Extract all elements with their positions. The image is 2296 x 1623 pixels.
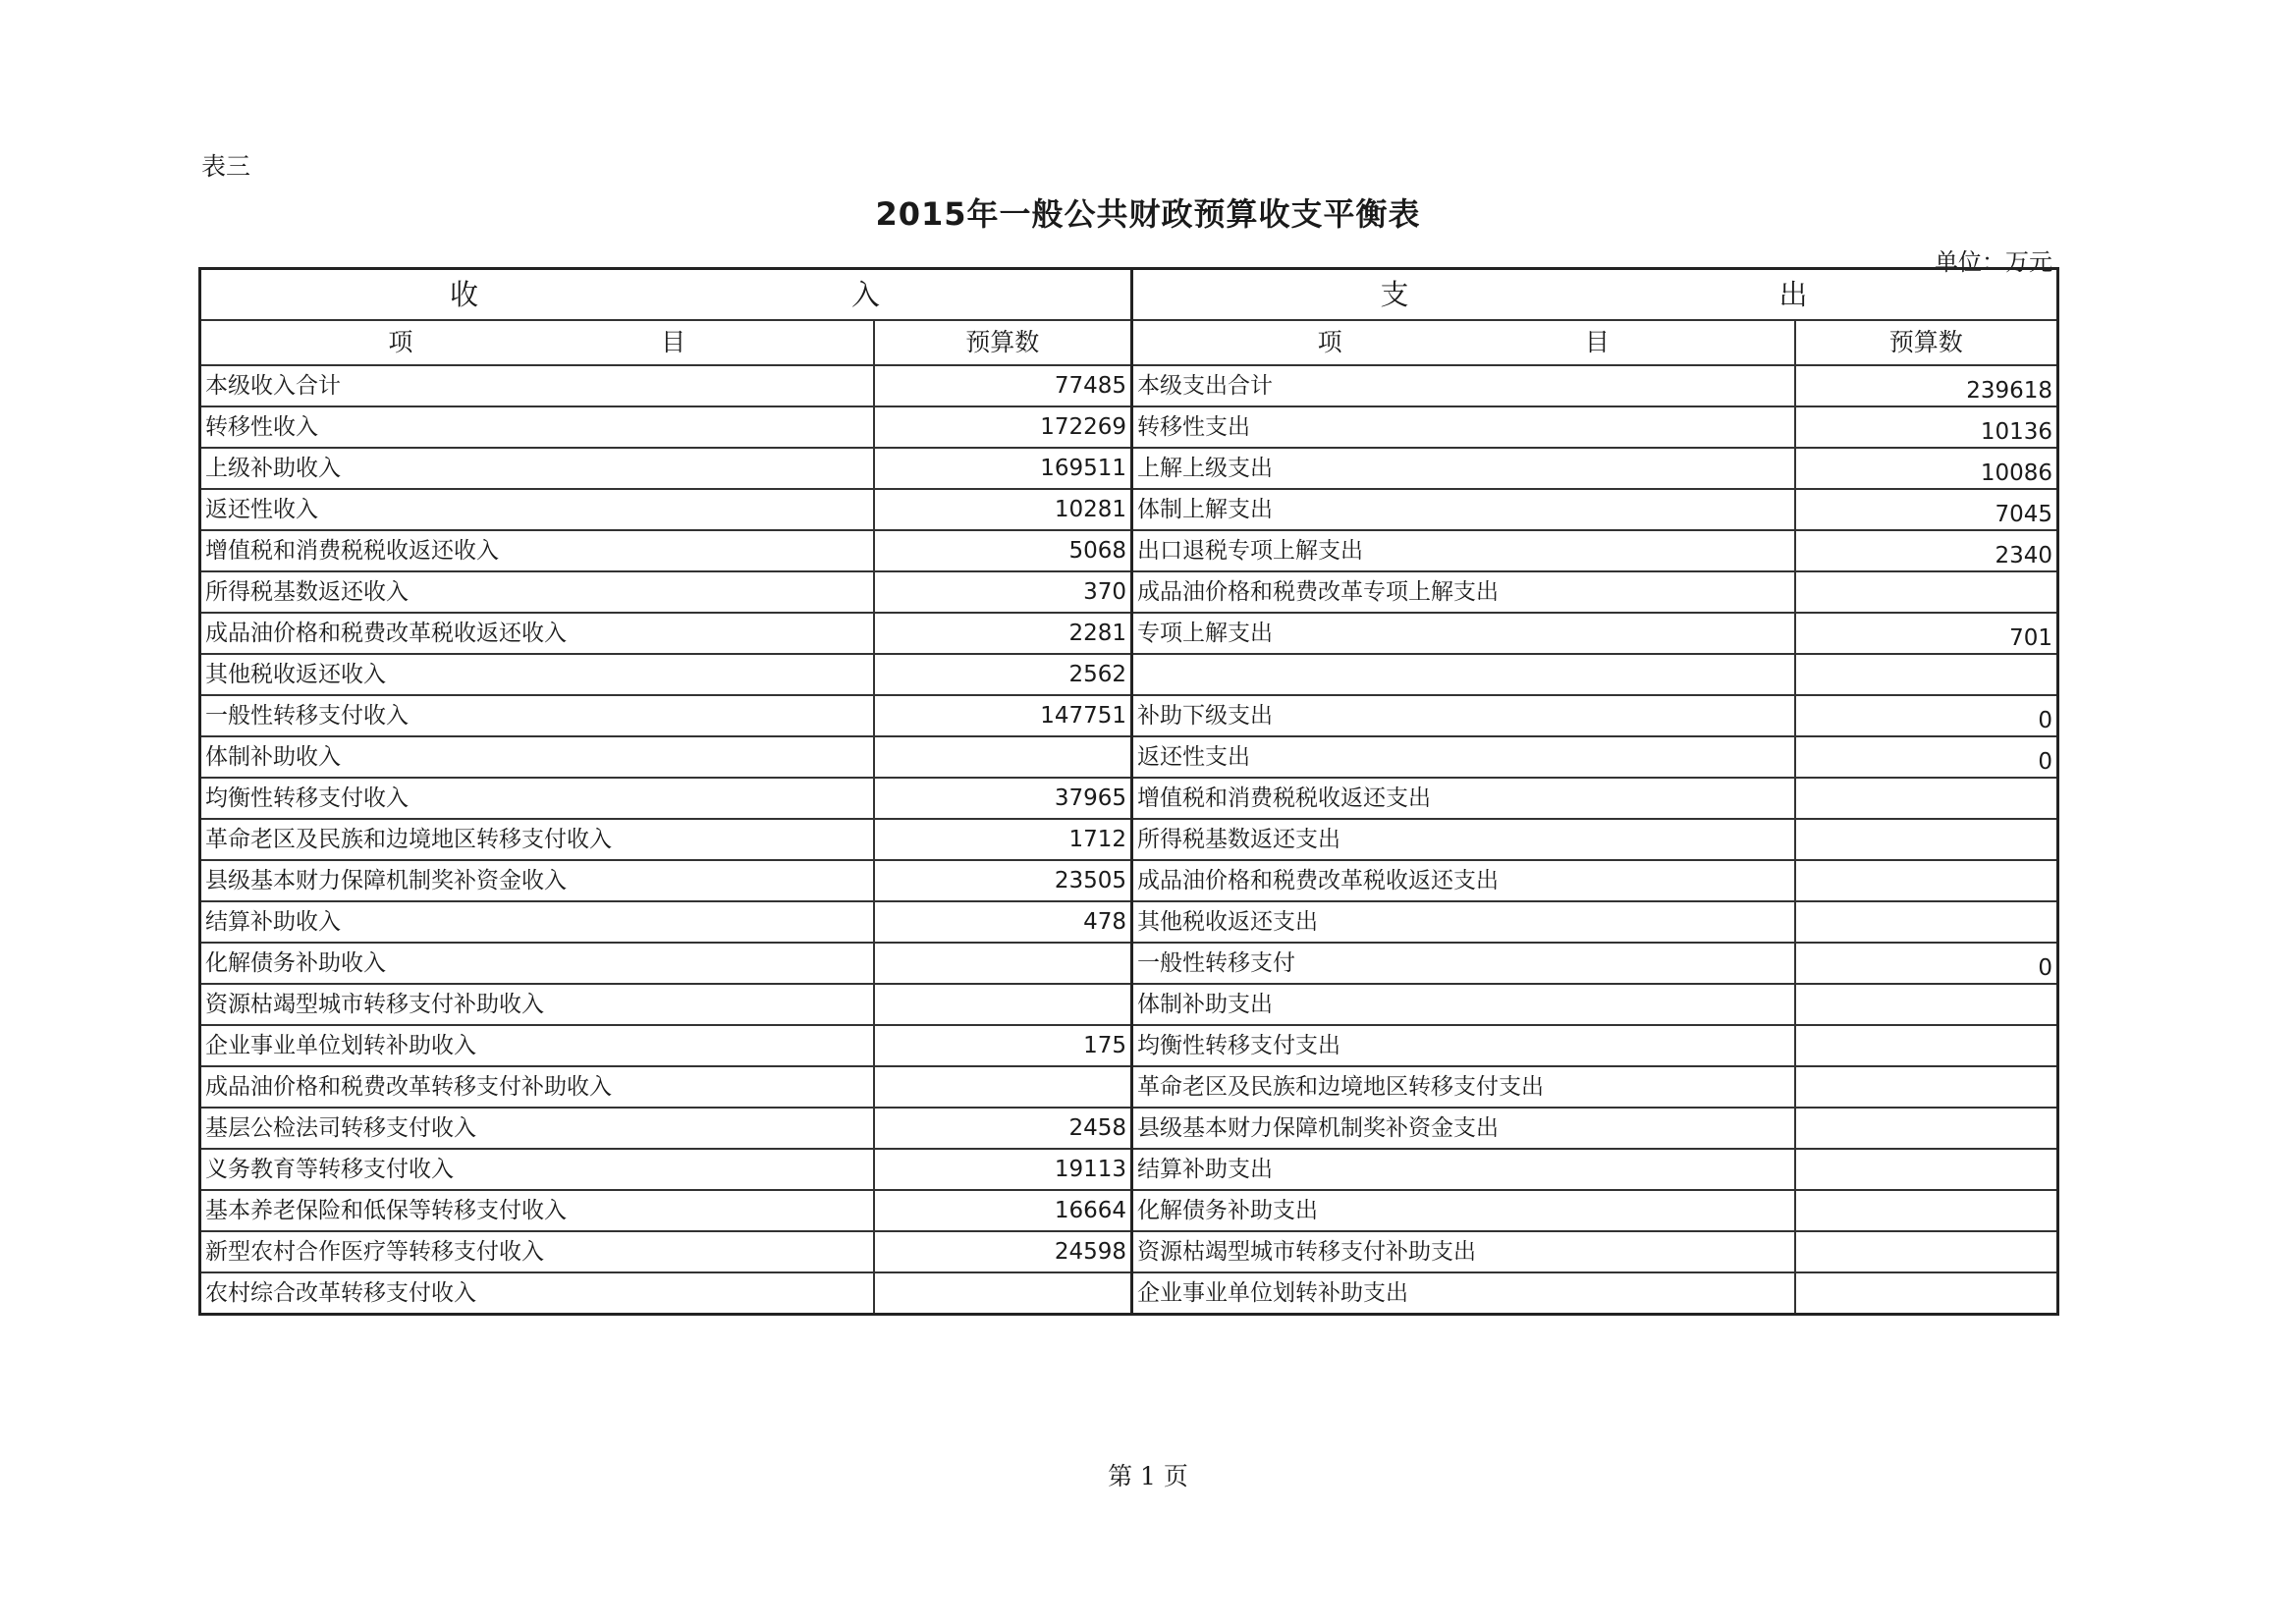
expense-budget-cell: [1795, 860, 2058, 901]
income-budget-cell: 478: [874, 901, 1132, 943]
income-item-cell: 成品油价格和税费改革税收返还收入: [200, 613, 874, 654]
expense-budget-cell: [1795, 1190, 2058, 1231]
income-budget-cell: 37965: [874, 778, 1132, 819]
expense-item-cell: [1132, 654, 1795, 695]
expense-item-cell: 均衡性转移支付支出: [1132, 1025, 1795, 1066]
section-header-row: [200, 269, 2058, 321]
expense-item-cell: 转移性支出: [1132, 406, 1795, 448]
income-budget-cell: [874, 943, 1132, 984]
expense-item-cell: 一般性转移支付: [1132, 943, 1795, 984]
table-row: [200, 984, 2058, 1025]
income-budget-cell: 16664: [874, 1190, 1132, 1231]
table-row: [200, 571, 2058, 613]
income-item-cell: 一般性转移支付收入: [200, 695, 874, 736]
expense-budget-cell: [1795, 1066, 2058, 1108]
expense-item-header-char-2: 目: [1584, 328, 1610, 356]
expense-budget-cell: 2340: [1795, 530, 2058, 571]
table-row: [200, 819, 2058, 860]
income-item-cell: 所得税基数返还收入: [200, 571, 874, 613]
expense-budget-cell: [1795, 654, 2058, 695]
expense-budget-cell: [1795, 1272, 2058, 1315]
expense-item-cell: 革命老区及民族和边境地区转移支付支出: [1132, 1066, 1795, 1108]
income-budget-cell: 147751: [874, 695, 1132, 736]
income-item-cell: 返还性收入: [200, 489, 874, 530]
income-budget-cell: 19113: [874, 1149, 1132, 1190]
expense-section-header: [1132, 269, 2058, 321]
income-budget-cell: 1712: [874, 819, 1132, 860]
page-title: 2015年一般公共财政预算收支平衡表: [875, 195, 1421, 233]
table-row: [200, 654, 2058, 695]
expense-budget-cell: 0: [1795, 943, 2058, 984]
income-item-cell: 县级基本财力保障机制奖补资金收入: [200, 860, 874, 901]
table-row: [200, 695, 2058, 736]
table-row: [200, 736, 2058, 778]
table-row: [200, 860, 2058, 901]
expense-item-cell: 结算补助支出: [1132, 1149, 1795, 1190]
table-row: [200, 406, 2058, 448]
expense-budget-header: 预算数: [1795, 320, 2058, 365]
income-item-cell: 基层公检法司转移支付收入: [200, 1108, 874, 1149]
expense-item-cell: 化解债务补助支出: [1132, 1190, 1795, 1231]
expense-budget-cell: [1795, 901, 2058, 943]
income-budget-cell: 77485: [874, 365, 1132, 406]
income-header-char-1: 收: [449, 278, 480, 311]
table-row: [200, 1190, 2058, 1231]
income-header-char-2: 入: [850, 278, 882, 311]
income-budget-cell: 2458: [874, 1108, 1132, 1149]
expense-item-cell: 所得税基数返还支出: [1132, 819, 1795, 860]
table-row: [200, 1272, 2058, 1315]
income-budget-cell: 169511: [874, 448, 1132, 489]
expense-header-char-1: 支: [1380, 278, 1411, 311]
table-row: [200, 901, 2058, 943]
income-item-cell: 革命老区及民族和边境地区转移支付收入: [200, 819, 874, 860]
expense-item-cell: 补助下级支出: [1132, 695, 1795, 736]
table-row: [200, 613, 2058, 654]
budget-balance-table: [198, 267, 2059, 1316]
column-header-row: [200, 320, 2058, 365]
income-budget-cell: 172269: [874, 406, 1132, 448]
expense-item-cell: 增值税和消费税税收返还支出: [1132, 778, 1795, 819]
income-budget-cell: [874, 1066, 1132, 1108]
expense-item-cell: 出口退税专项上解支出: [1132, 530, 1795, 571]
income-budget-cell: 2281: [874, 613, 1132, 654]
expense-item-cell: 体制上解支出: [1132, 489, 1795, 530]
table-row: [200, 1149, 2058, 1190]
income-item-cell: 义务教育等转移支付收入: [200, 1149, 874, 1190]
expense-item-cell: 返还性支出: [1132, 736, 1795, 778]
table-row: [200, 530, 2058, 571]
income-budget-cell: 370: [874, 571, 1132, 613]
income-item-cell: 增值税和消费税税收返还收入: [200, 530, 874, 571]
expense-budget-cell: 10136: [1795, 406, 2058, 448]
expense-item-cell: 企业事业单位划转补助支出: [1132, 1272, 1795, 1315]
expense-item-cell: 县级基本财力保障机制奖补资金支出: [1132, 1108, 1795, 1149]
expense-item-header-char-1: 项: [1317, 328, 1342, 356]
expense-item-cell: 资源枯竭型城市转移支付补助支出: [1132, 1231, 1795, 1272]
table-row: [200, 448, 2058, 489]
income-item-cell: 资源枯竭型城市转移支付补助收入: [200, 984, 874, 1025]
expense-header-char-2: 出: [1778, 278, 1810, 311]
expense-budget-cell: 0: [1795, 736, 2058, 778]
expense-budget-cell: [1795, 1149, 2058, 1190]
income-budget-cell: 5068: [874, 530, 1132, 571]
income-budget-cell: [874, 1272, 1132, 1315]
expense-budget-cell: [1795, 984, 2058, 1025]
table-row: [200, 1066, 2058, 1108]
unit-label: 单位：万元: [1935, 248, 2052, 276]
table-row: [200, 365, 2058, 406]
income-budget-cell: [874, 736, 1132, 778]
table-row: [200, 1231, 2058, 1272]
expense-budget-cell: [1795, 819, 2058, 860]
table-row: [200, 1108, 2058, 1149]
expense-budget-cell: [1795, 571, 2058, 613]
expense-budget-cell: 239618: [1795, 365, 2058, 406]
income-item-cell: 本级收入合计: [200, 365, 874, 406]
table-row: [200, 1025, 2058, 1066]
income-item-header-char-1: 项: [388, 328, 413, 356]
table-row: [200, 778, 2058, 819]
expense-item-cell: 体制补助支出: [1132, 984, 1795, 1025]
expense-budget-cell: [1795, 778, 2058, 819]
expense-item-cell: 其他税收返还支出: [1132, 901, 1795, 943]
income-item-cell: 新型农村合作医疗等转移支付收入: [200, 1231, 874, 1272]
income-item-cell: 成品油价格和税费改革转移支付补助收入: [200, 1066, 874, 1108]
income-budget-cell: 2562: [874, 654, 1132, 695]
income-budget-cell: 23505: [874, 860, 1132, 901]
income-item-header-char-2: 目: [661, 328, 686, 356]
income-item-header: [200, 320, 874, 365]
income-budget-cell: 175: [874, 1025, 1132, 1066]
income-item-cell: 转移性收入: [200, 406, 874, 448]
expense-item-cell: 本级支出合计: [1132, 365, 1795, 406]
table-row: [200, 943, 2058, 984]
table-row: [200, 489, 2058, 530]
expense-item-cell: 成品油价格和税费改革专项上解支出: [1132, 571, 1795, 613]
income-item-cell: 基本养老保险和低保等转移支付收入: [200, 1190, 874, 1231]
expense-item-cell: 成品油价格和税费改革税收返还支出: [1132, 860, 1795, 901]
expense-budget-cell: 10086: [1795, 448, 2058, 489]
page-label: 表三: [201, 152, 251, 181]
expense-item-cell: 上解上级支出: [1132, 448, 1795, 489]
expense-budget-cell: [1795, 1025, 2058, 1066]
income-item-cell: 体制补助收入: [200, 736, 874, 778]
income-section-header: [200, 269, 1132, 321]
income-item-cell: 其他税收返还收入: [200, 654, 874, 695]
expense-item-header: [1132, 320, 1795, 365]
expense-budget-cell: 701: [1795, 613, 2058, 654]
income-item-cell: 均衡性转移支付收入: [200, 778, 874, 819]
expense-budget-cell: [1795, 1231, 2058, 1272]
income-budget-cell: [874, 984, 1132, 1025]
income-budget-cell: 10281: [874, 489, 1132, 530]
income-budget-header: 预算数: [874, 320, 1132, 365]
expense-item-cell: 专项上解支出: [1132, 613, 1795, 654]
income-item-cell: 结算补助收入: [200, 901, 874, 943]
page-number: 第 1 页: [1108, 1462, 1188, 1490]
expense-budget-cell: 0: [1795, 695, 2058, 736]
income-item-cell: 上级补助收入: [200, 448, 874, 489]
expense-budget-cell: [1795, 1108, 2058, 1149]
income-budget-cell: 24598: [874, 1231, 1132, 1272]
income-item-cell: 化解债务补助收入: [200, 943, 874, 984]
income-item-cell: 农村综合改革转移支付收入: [200, 1272, 874, 1315]
expense-budget-cell: 7045: [1795, 489, 2058, 530]
income-item-cell: 企业事业单位划转补助收入: [200, 1025, 874, 1066]
